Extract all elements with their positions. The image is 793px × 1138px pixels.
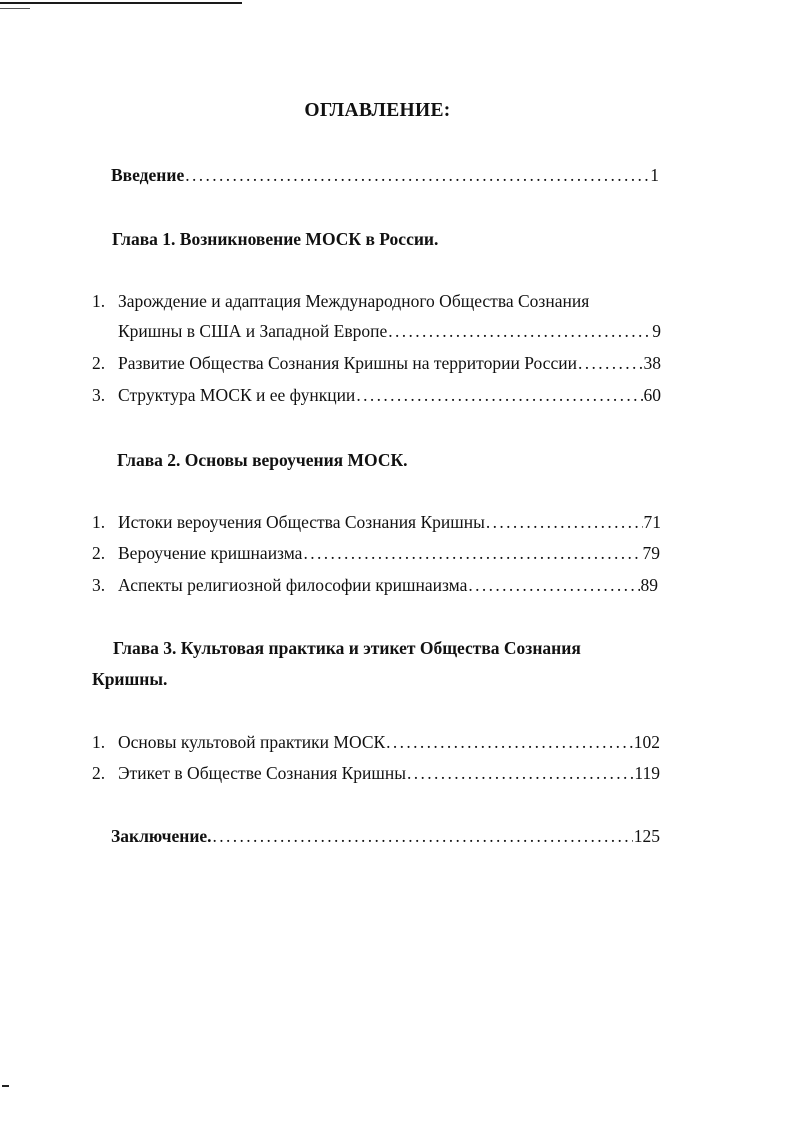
- toc-title: ОГЛАВЛЕНИЕ:: [304, 100, 451, 121]
- item-page: 60: [643, 385, 661, 405]
- item-page: 119: [634, 763, 660, 783]
- toc-entry-ch2-2: [92, 543, 660, 564]
- leader-dots: [213, 826, 633, 847]
- scan-artifact-top: [0, 2, 242, 4]
- item-number: 1.: [92, 732, 106, 752]
- toc-entry-ch1-2: [92, 353, 661, 374]
- item-number: 3.: [92, 575, 106, 595]
- item-page: 38: [643, 353, 661, 373]
- scan-artifact-top-2: [0, 8, 30, 9]
- leader-dots: [356, 385, 642, 406]
- leader-dots: [185, 165, 649, 186]
- leader-dots: [386, 732, 633, 753]
- item-page: 79: [642, 543, 660, 563]
- item-label: Кришны в США и Западной Европе: [118, 321, 388, 341]
- toc-entry-intro: [111, 165, 659, 186]
- item-label: Основы культовой практики МОСК: [118, 732, 386, 752]
- intro-page: 1: [650, 165, 659, 185]
- leader-dots: [407, 763, 633, 784]
- item-number: 2.: [92, 543, 106, 563]
- scan-artifact-margin-mark: [2, 1085, 9, 1087]
- chapter1-heading: Глава 1. Возникновение МОСК в России.: [112, 229, 439, 249]
- item-label: Аспекты религиозной философии кришнаизма: [118, 575, 468, 595]
- toc-entry-ch1-3: [92, 385, 661, 406]
- item-number: 2.: [92, 763, 106, 783]
- conclusion-page: 125: [633, 826, 660, 846]
- item-text: Зарождение и адаптация Международного Общества Сознания: [118, 291, 590, 311]
- item-label: Развитие Общества Сознания Кришны на территории России: [118, 353, 577, 373]
- leader-dots: [303, 543, 641, 564]
- item-number: 1.: [92, 291, 106, 311]
- chapter3-heading-line1: Глава 3. Культовая практика и этикет Общества Сознания: [113, 638, 581, 658]
- item-number: 1.: [92, 512, 106, 532]
- leader-dots: [388, 321, 651, 342]
- item-page: 71: [643, 512, 661, 532]
- chapter2-heading: Глава 2. Основы вероучения МОСК.: [117, 450, 408, 470]
- chapter1-item1-line1: [92, 291, 589, 312]
- toc-entry-ch3-1: [92, 732, 660, 753]
- item-number: 3.: [92, 385, 106, 405]
- item-page: 9: [652, 321, 661, 341]
- toc-entry-conclusion: [111, 826, 660, 847]
- item-number: 2.: [92, 353, 106, 373]
- item-page: 102: [633, 732, 660, 752]
- intro-label: Введение: [111, 165, 185, 185]
- toc-entry-ch2-3: [92, 575, 658, 596]
- item-label: Структура МОСК и ее функции: [118, 385, 356, 405]
- toc-entry-ch3-2: [92, 763, 660, 784]
- chapter3-heading-line2: Кришны.: [92, 669, 168, 689]
- leader-dots: [578, 353, 643, 374]
- item-label: Этикет в Обществе Сознания Кришны: [118, 763, 407, 783]
- leader-dots: [468, 575, 639, 596]
- leader-dots: [486, 512, 643, 533]
- conclusion-label: Заключение.: [111, 826, 212, 846]
- item-label: Вероучение кришнаизма: [118, 543, 303, 563]
- toc-entry-ch2-1: [92, 512, 661, 533]
- item-page: 89: [640, 575, 658, 595]
- item-label: Истоки вероучения Общества Сознания Кришны: [118, 512, 485, 532]
- toc-entry-ch1-1: [118, 321, 661, 342]
